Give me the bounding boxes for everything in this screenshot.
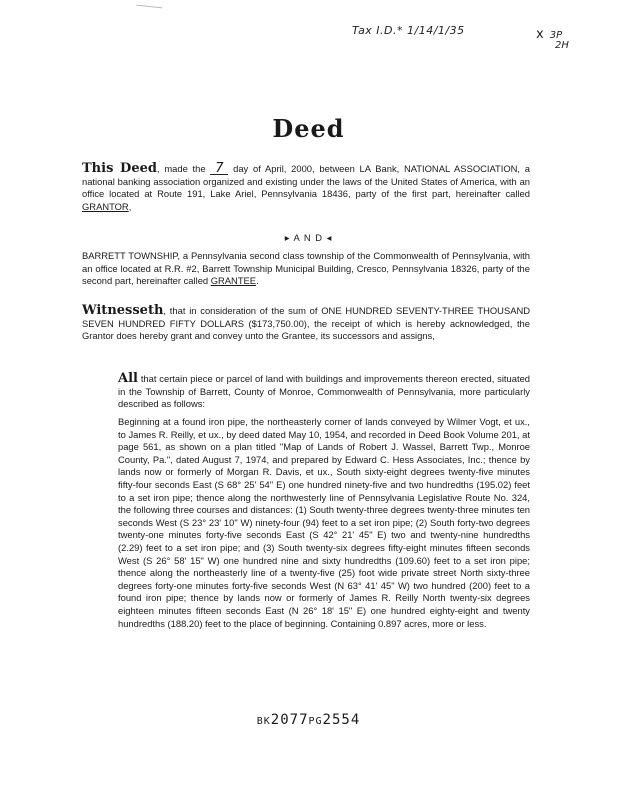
intro-before-day: , made the xyxy=(156,163,206,174)
book-label: BK xyxy=(256,716,271,727)
intro-day: 7 xyxy=(210,163,228,175)
property-description: Beginning at a found iron pipe, the northeasterly corner of lands conveyed by Wilmer Vogt, et ux., to James R. Reilly, et ux., by deed dated May 10, 1954, and recorded in Deed Book Volume 201, at page 561, as shown on a plan titled "Map of Lands of Robert J. Wassel, Barrett Twp., Monroe County, Pa.", dated August 7, 1974, and prepared by Edward C. Hess Associates, Inc.; thence by lands now or formerly of Morgan R. Davis, et ux., South sixty-eight degrees twenty-five minutes fifty-four seconds East (S 68° 25' 54" E) one hundred ninety-five and two hundredths (195.02) feet to a set iron pipe; thence along the northwesterly line of Pennsylvania Legislative Route No. 324, the following three courses and distances: (1) South twenty-three degrees twenty-three minutes ten seconds West (S 23° 23' 10" W) ninety-four (94) feet to a set iron pipe; (2) South forty-two degrees twenty-one minutes forty-five seconds East (S 42° 21' 45" E) two and twenty-nine hundredths (2.29) feet to a set iron pipe; and (3) South twenty-six degrees fifty-eight minutes fifteen seconds West (S 26° 58' 15" W) one hundred nine and sixty hundredths (109.60) feet to a set iron pipe; thence along the northeasterly line of a twenty-five (25) foot wide private street North sixty-three degrees forty-one minutes forty-five seconds West (N 63° 41' 45" W) two hundred (200) feet to a found iron pipe; thence by lands now or formerly of James R. Reilly North twenty-six degrees eighteen minutes fifteen seconds East (N 26° 18' 15" E) one hundred eighty-eight and twenty hundredths (188.20) feet to the place of beginning. Containing 0.897 acres, more or less. xyxy=(118,416,530,629)
book-number: 2077 xyxy=(270,712,309,728)
grantee-paragraph xyxy=(82,250,530,288)
corner-note-top: 3P xyxy=(549,30,563,41)
all-paragraph xyxy=(118,373,530,411)
corner-note-bottom: 2H xyxy=(555,40,569,51)
page-number: 2554 xyxy=(322,712,361,728)
intro-paragraph xyxy=(82,163,530,213)
grantee-label: GRANTEE xyxy=(210,275,257,287)
corner-note xyxy=(536,27,569,51)
all-lead: All xyxy=(118,371,138,386)
witnesseth-lead: Witnesseth xyxy=(82,303,164,318)
intro-lead: This Deed xyxy=(82,161,157,176)
intro-text: day of April, 2000, between LA Bank, NATIONAL ASSOCIATION, a national banking association organized and existing under the laws of the United States of America, with an office located at Route 191, Lake Ariel, Pennsylvania 18436, party of the first part, hereinafter called xyxy=(82,163,531,200)
scan-mark xyxy=(136,5,163,15)
corner-mark: x xyxy=(536,27,544,42)
and-separator: ▸ A N D ◂ xyxy=(284,232,333,243)
tax-id-note: Tax I.D.* 1/14/1/35 xyxy=(352,24,465,37)
book-page-stamp xyxy=(0,712,617,728)
grantee-end: . xyxy=(256,275,259,287)
page-label: PG xyxy=(308,716,323,727)
grantor-label: GRANTOR xyxy=(82,200,129,212)
all-text: that certain piece or parcel of land with buildings and improvements thereon erected, situated in the Township of Barrett, County of Monroe, Commonwealth of Pennsylvania, more particularly described as follows: xyxy=(118,373,530,410)
grantee-text: BARRETT TOWNSHIP, a Pennsylvania second class township of the Commonwealth of Pennsylvania, with an office located at R.R. #2, Barrett Township Municipal Building, Cresco, Pennsylvania 18326, party of the second part, hereinafter called xyxy=(82,250,530,287)
witnesseth-text: , that in consideration of the sum of ONE HUNDRED SEVENTY-THREE THOUSAND SEVEN HUNDRED FIFTY DOLLARS ($173,750.00), the receipt of which is hereby acknowledged, the Grantor does hereby grant and convey unto the Grantee, its successors and assigns, xyxy=(82,305,530,342)
intro-end: , xyxy=(128,200,132,212)
document-title: Deed xyxy=(272,114,345,143)
witnesseth-paragraph xyxy=(82,305,530,343)
